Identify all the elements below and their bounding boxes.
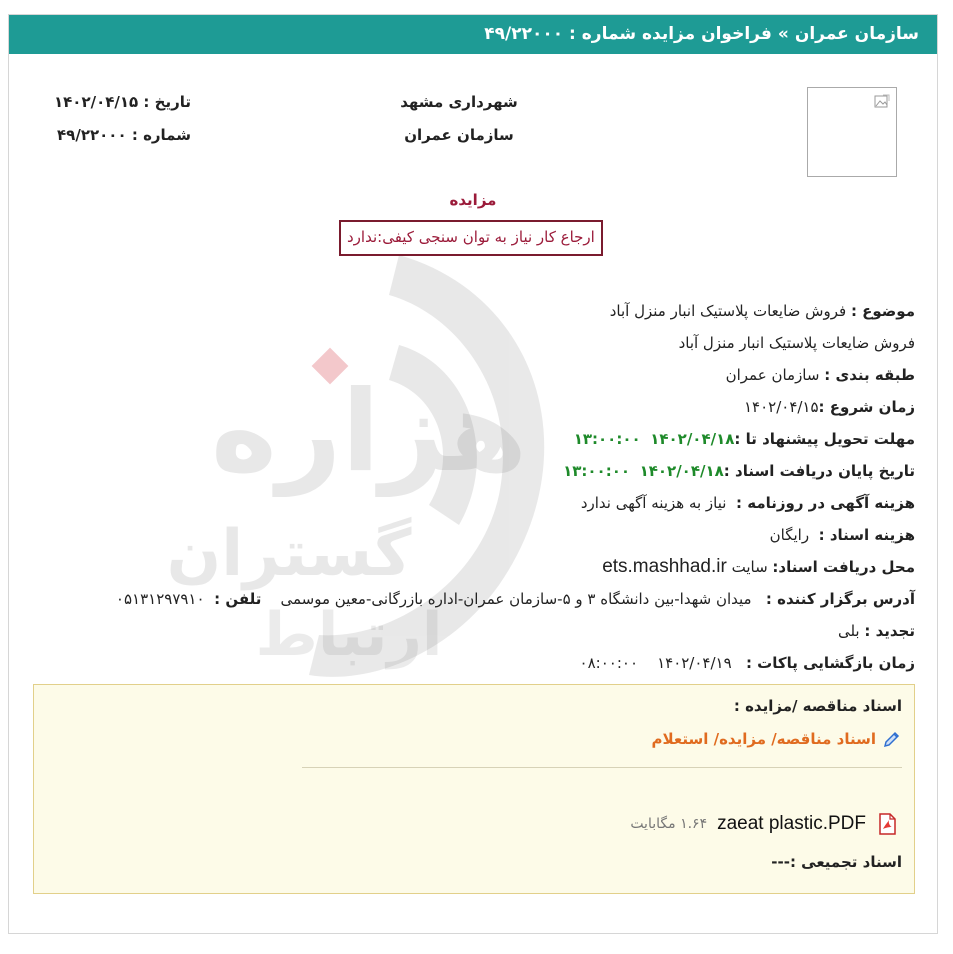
doc-place-site-link[interactable]: ets.mashhad.ir (602, 556, 727, 577)
docs-end-label: تاریخ پایان دریافت اسناد : (723, 462, 915, 480)
aggregate-label: اسناد تجمیعی : (789, 853, 902, 871)
header-org-name: سازمان عمران (404, 126, 514, 144)
details-list (35, 295, 915, 679)
number-label: شماره : (131, 126, 191, 144)
address-row (35, 583, 915, 615)
opening-row (35, 647, 915, 679)
deadline-label: مهلت تحویل پیشنهاد تا : (734, 430, 915, 448)
category-label: طبقه بندی : (824, 366, 915, 384)
ad-cost-value: نیاز به هزینه آگهی ندارد (580, 494, 727, 512)
quality-assessment-badge: ارجاع کار نیاز به توان سنجی کیفی:ندارد (339, 220, 603, 256)
opening-date: ۱۴۰۲/۰۴/۱۹ (657, 654, 732, 672)
date-label: تاریخ : (143, 93, 191, 111)
deadline-date: ۱۴۰۲/۰۴/۱۸ (650, 430, 735, 448)
file-size: ۱.۶۴ مگابایت (630, 816, 708, 832)
doc-cost-row (35, 519, 915, 551)
start-label: زمان شروع : (818, 398, 915, 416)
phone-value: ۰۵۱۳۱۲۹۷۹۱۰ (115, 590, 205, 608)
aggregate-documents (771, 853, 902, 871)
file-name[interactable]: zaeat plastic.PDF (717, 813, 866, 834)
file-attachment[interactable] (630, 813, 898, 835)
header-date (41, 93, 191, 111)
notice-image[interactable] (807, 87, 897, 177)
doc-place-prefix: سایت (731, 558, 768, 576)
page-title-bar (9, 15, 937, 54)
header-org-municipality: شهرداری مشهد (400, 93, 518, 111)
deadline-time: ۱۳:۰۰:۰۰ (573, 430, 641, 448)
ad-cost-label: هزینه آگهی در روزنامه : (736, 494, 915, 512)
number-value: ۴۹/۲۲۰۰۰ (57, 126, 127, 144)
renewal-value: بلی (837, 622, 860, 640)
address-label: آدرس برگزار کننده : (765, 590, 915, 608)
pencil-icon (882, 729, 902, 749)
documents-link[interactable] (652, 729, 903, 749)
docs-end-date: ۱۴۰۲/۰۴/۱۸ (639, 462, 724, 480)
docs-end-row (35, 455, 915, 487)
description-text: فروش ضایعات پلاستیک انبار منزل آباد (678, 334, 915, 352)
header-number (41, 126, 191, 144)
divider (302, 767, 902, 768)
broken-image-icon (874, 94, 890, 110)
renewal-label: تجدید : (864, 622, 915, 640)
opening-time: ۰۸:۰۰:۰۰ (579, 654, 638, 672)
subject-label: موضوع : (850, 302, 915, 320)
doc-cost-label: هزینه اسناد : (818, 526, 915, 544)
date-value: ۱۴۰۲/۰۴/۱۵ (53, 93, 139, 111)
aggregate-value: --- (771, 853, 790, 871)
category-row (35, 359, 915, 391)
docs-end-time: ۱۳:۰۰:۰۰ (563, 462, 631, 480)
doc-place-label: محل دریافت اسناد: (772, 558, 915, 576)
deadline-row (35, 423, 915, 455)
category-value: سازمان عمران (725, 366, 820, 384)
breadcrumb-org[interactable]: سازمان عمران (794, 24, 919, 44)
address-value: میدان شهدا-بین دانشگاه ۳ و ۵-سازمان عمران-اداره بازرگانی-معین موسمی (280, 590, 752, 608)
start-value: ۱۴۰۲/۰۴/۱۵ (743, 398, 819, 416)
documents-title: اسناد مناقصه /مزایده : (733, 697, 902, 715)
start-row (35, 391, 915, 423)
notice-frame (8, 14, 938, 934)
subject-value: فروش ضایعات پلاستیک انبار منزل آباد (609, 302, 847, 320)
renewal-row (35, 615, 915, 647)
ad-cost-row (35, 487, 915, 519)
doc-cost-value: رایگان (769, 526, 810, 544)
opening-label: زمان بازگشایی پاکات : (745, 654, 915, 672)
page-title: فراخوان مزایده شماره : ۴۹/۲۲۰۰۰ (484, 24, 772, 44)
documents-panel (33, 684, 915, 894)
phone-label: تلفن : (214, 590, 262, 608)
notice-type: مزایده (449, 191, 497, 209)
watermark-text-2: گستران (166, 517, 412, 591)
watermark-text-1: هزاره (210, 367, 528, 497)
pdf-file-icon (876, 813, 898, 835)
breadcrumb-separator: » (777, 24, 789, 44)
subject-row (35, 295, 915, 327)
description-row (35, 327, 915, 359)
watermark-text-3: ارتباط (255, 600, 443, 670)
documents-link-label[interactable]: اسناد مناقصه/ مزایده/ استعلام (651, 730, 876, 748)
doc-place-row (35, 551, 915, 583)
